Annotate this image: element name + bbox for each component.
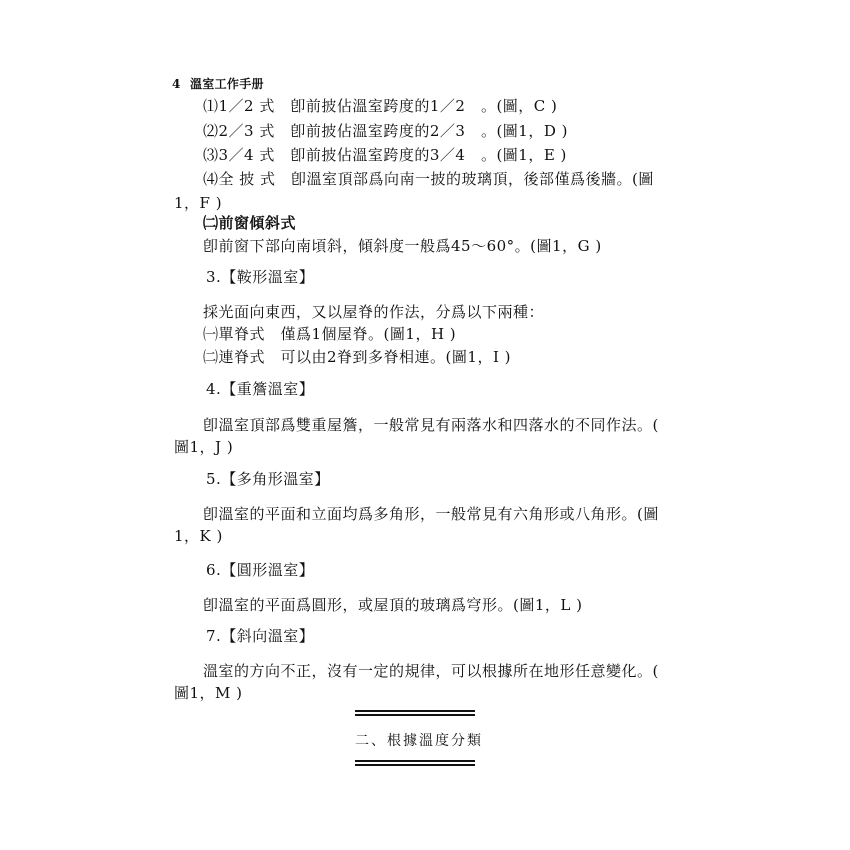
paragraph-continuation: 圖1，J ) bbox=[174, 438, 234, 456]
section-heading: 6.【圓形溫室】 bbox=[206, 561, 315, 579]
paragraph-continuation: 圖1，M ) bbox=[174, 684, 243, 702]
section-heading: 4.【重簷溫室】 bbox=[206, 380, 315, 398]
paragraph: 卽溫室頂部爲雙重屋簷，一般常見有兩落水和四落水的不同作法。( bbox=[203, 416, 659, 434]
list-item: ⑷全 披 式 卽溫室頂部爲向南一披的玻璃頂，後部僅爲後牆。(圖 bbox=[203, 170, 654, 188]
subsection-title: ㈡前窗傾斜式 bbox=[203, 214, 297, 232]
paragraph: 溫室的方向不正，沒有一定的規律，可以根據所在地形任意變化。( bbox=[203, 662, 659, 680]
section-heading: 7.【斜向溫室】 bbox=[206, 627, 315, 645]
list-item-continuation: 1，F ) bbox=[174, 194, 223, 212]
paragraph: 卽前窗下部向南頃斜，傾斜度一般爲45～60°。(圖1，G ) bbox=[203, 237, 602, 255]
running-title: 溫室工作手册 bbox=[190, 77, 264, 91]
chapter-banner bbox=[355, 710, 483, 768]
banner-rule-bottom-inner bbox=[355, 760, 475, 762]
section-heading: 5.【多角形溫室】 bbox=[206, 470, 330, 488]
section-heading: 3.【鞍形溫室】 bbox=[206, 268, 315, 286]
list-item: ⑶3／4 式 卽前披佔溫室跨度的3／4 。(圖1，E ) bbox=[203, 146, 567, 164]
paragraph-continuation: 1，K ) bbox=[174, 527, 223, 545]
list-item: ㈡連脊式 可以由2脊到多脊相連。(圖1，I ) bbox=[203, 348, 511, 366]
list-item: ㈠單脊式 僅爲1個屋脊。(圖1，H ) bbox=[203, 325, 457, 343]
banner-title: 二、根據溫度分類 bbox=[355, 733, 483, 749]
paragraph: 卽溫室的平面爲圓形，或屋頂的玻璃爲穹形。(圖1，L ) bbox=[203, 596, 583, 614]
list-item: ⑵2／3 式 卽前披佔溫室跨度的2／3 。(圖1，D ) bbox=[203, 122, 568, 140]
list-item: ⑴1／2 式 卽前披佔溫室跨度的1／2 。(圖，C ) bbox=[203, 97, 558, 115]
paragraph: 採光面向東西，又以屋脊的作法，分爲以下兩種： bbox=[203, 303, 545, 321]
banner-rule-top bbox=[355, 710, 475, 712]
banner-rule-top-inner bbox=[355, 714, 475, 716]
paragraph: 卽溫室的平面和立面均爲多角形，一般常見有六角形或八角形。(圖 bbox=[203, 505, 659, 523]
banner-rule-bottom bbox=[355, 764, 475, 766]
page-number: 4 bbox=[172, 77, 181, 91]
